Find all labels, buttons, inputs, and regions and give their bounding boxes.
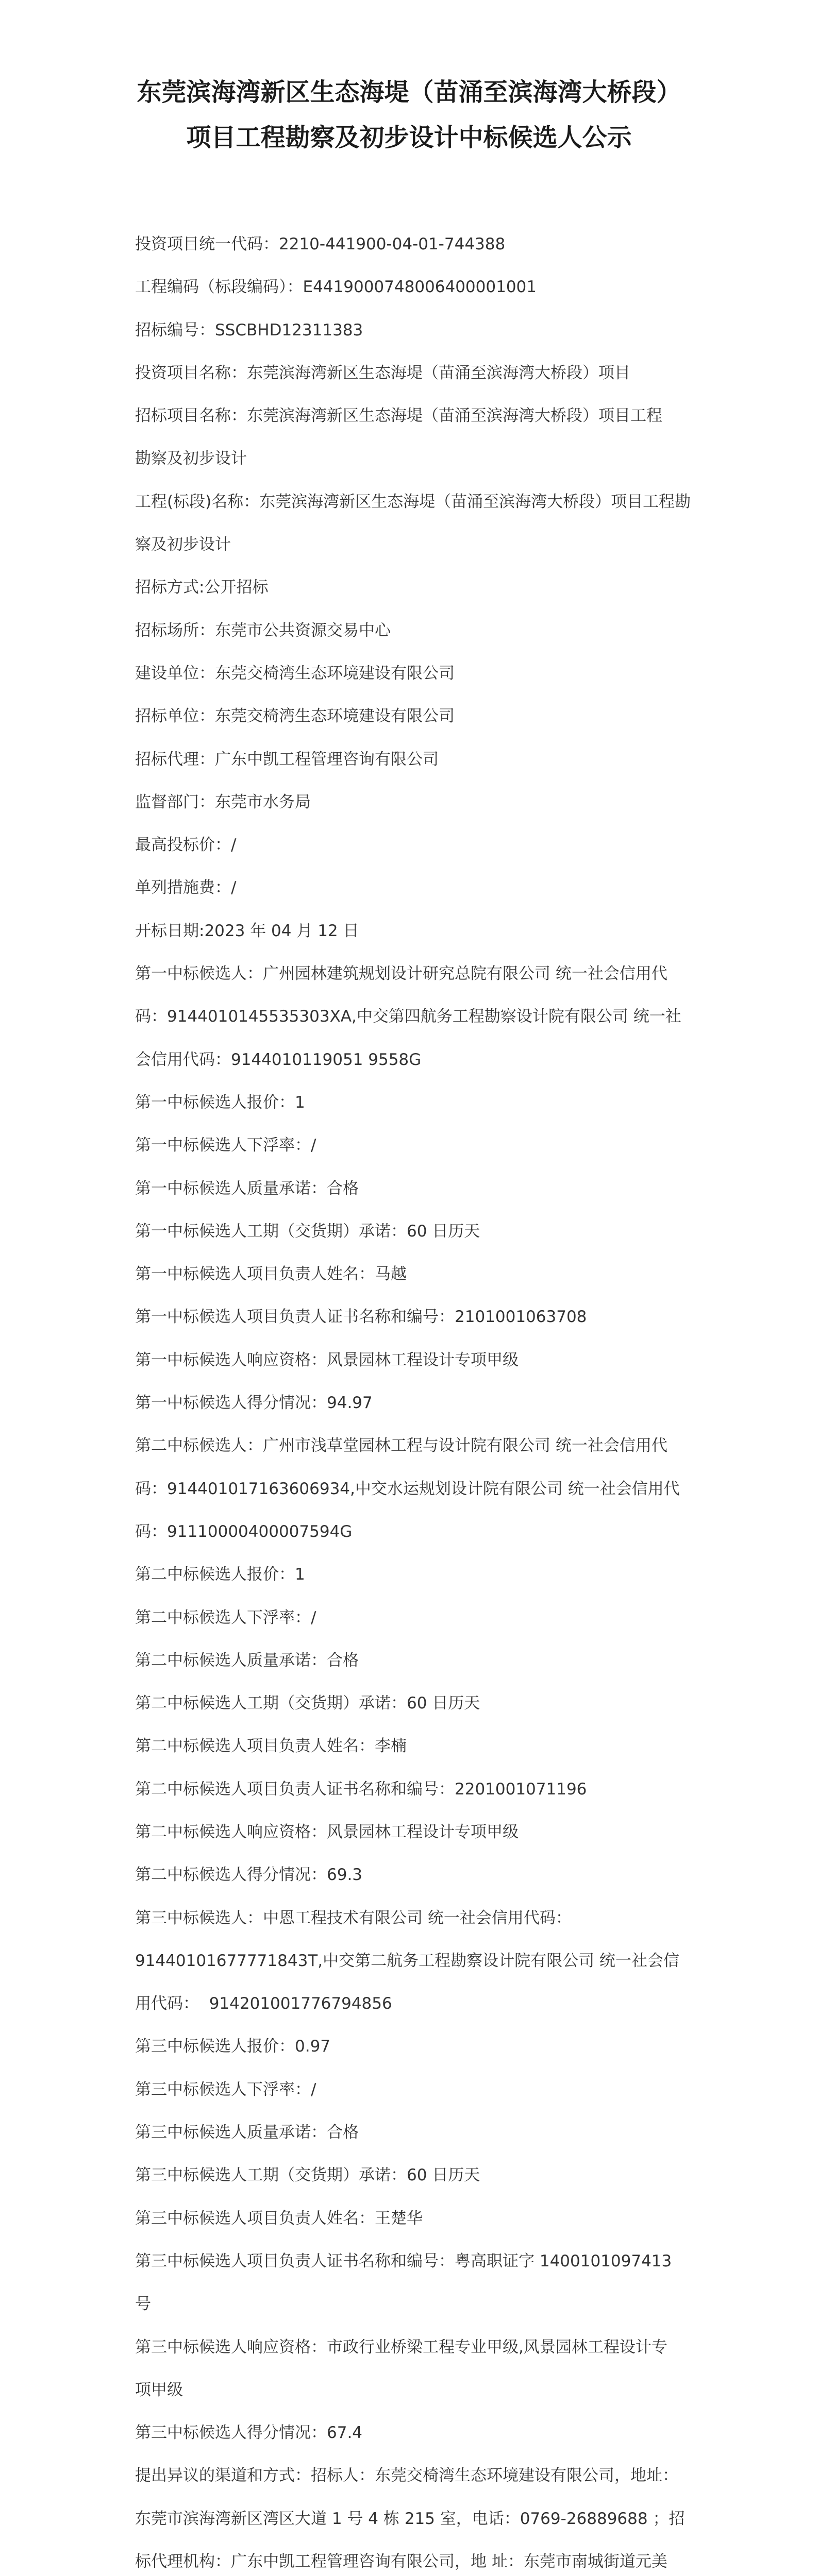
- text-line: 投资项目统一代码：2210-441900-04-01-744388: [135, 235, 506, 253]
- text-line: 第三中标候选人质量承诺：合格: [135, 2123, 359, 2142]
- text-line: 工程(标段)名称：东莞滨海湾新区生态海堤（苗涌至滨海湾大桥段）项目工程勘: [135, 492, 691, 511]
- text-line: 号: [135, 2295, 151, 2314]
- text-line: 勘察及初步设计: [135, 449, 247, 468]
- text-line: 第二中标候选人报价：1: [135, 1565, 305, 1584]
- text-line: 第三中标候选人：中恩工程技术有限公司 统一社会信用代码：: [135, 1908, 572, 1927]
- text-line: 第三中标候选人响应资格：市政行业桥梁工程专业甲级,风景园林工程设计专: [135, 2337, 667, 2357]
- text-line: 第一中标候选人项目负责人姓名：马越: [135, 1265, 407, 1284]
- text-line: 第三中标候选人项目负责人证书名称和编号：粤高职证字 1400101097413: [135, 2251, 672, 2270]
- text-line: 第三中标候选人得分情况：67.4: [135, 2424, 363, 2443]
- text-line: 91440101677771843T,中交第二航务工程勘察设计院有限公司 统一社会信: [135, 1951, 679, 1970]
- text-line: 标代理机构：广东中凯工程管理咨询有限公司，地 址：东莞市南城街道元美: [135, 2552, 667, 2571]
- text-line: 监督部门：东莞市水务局: [135, 792, 311, 811]
- text-line: 第二中标候选人项目负责人证书名称和编号：2201001071196: [135, 1780, 587, 1799]
- text-line: 开标日期:2023 年 04 月 12 日: [135, 921, 359, 940]
- text-line: 第一中标候选人响应资格：风景园林工程设计专项甲级: [135, 1350, 519, 1369]
- text-line: 提出异议的渠道和方式：招标人：东莞交椅湾生态环境建设有限公司，地址：: [135, 2466, 678, 2485]
- text-line: 东莞市滨海湾新区湾区大道 1 号 4 栋 215 室，电话：0769-26889688 ；招: [135, 2509, 685, 2528]
- text-line: 招标方式:公开招标: [135, 578, 269, 597]
- text-line: 工程编码（标段编码）：E4419000748006400001001: [135, 278, 537, 297]
- text-line: 最高投标价：/: [135, 836, 237, 855]
- text-line: 招标单位：东莞交椅湾生态环境建设有限公司: [135, 707, 455, 726]
- text-line: 第一中标候选人得分情况：94.97: [135, 1394, 373, 1413]
- text-line: 码：914401017163606934,中交水运规划设计院有限公司 统一社会信用代: [135, 1479, 680, 1498]
- text-line: 第二中标候选人工期（交货期）承诺：60 日历天: [135, 1694, 480, 1713]
- text-line: 察及初步设计: [135, 535, 231, 554]
- text-line: 第二中标候选人得分情况：69.3: [135, 1866, 363, 1885]
- text-line: 第三中标候选人工期（交货期）承诺：60 日历天: [135, 2166, 480, 2185]
- text-line: 第一中标候选人工期（交货期）承诺：60 日历天: [135, 1222, 480, 1241]
- text-line: 第二中标候选人：广州市浅草堂园林工程与设计院有限公司 统一社会信用代: [135, 1436, 667, 1455]
- text-line: 招标编号：SSCBHD12311383: [135, 320, 363, 340]
- text-line: 单列措施费：/: [135, 878, 237, 897]
- text-line: 第一中标候选人下浮率：/: [135, 1136, 316, 1155]
- text-line: 第二中标候选人质量承诺：合格: [135, 1651, 359, 1670]
- text-line: 第三中标候选人报价：0.97: [135, 2037, 331, 2056]
- text-line: 第二中标候选人项目负责人姓名：李楠: [135, 1737, 407, 1756]
- text-line: 项甲级: [135, 2380, 183, 2399]
- text-line: 码：91110000400007594G: [135, 1522, 353, 1541]
- text-line: 第一中标候选人项目负责人证书名称和编号：2101001063708: [135, 1308, 587, 1327]
- text-line: 招标项目名称：东莞滨海湾新区生态海堤（苗涌至滨海湾大桥段）项目工程: [135, 406, 662, 426]
- text-line: 第三中标候选人项目负责人姓名：王楚华: [135, 2209, 423, 2228]
- text-line: 第二中标候选人下浮率：/: [135, 1608, 316, 1627]
- text-line: 第一中标候选人：广州园林建筑规划设计研究总院有限公司 统一社会信用代: [135, 964, 667, 984]
- text-line: 投资项目名称：东莞滨海湾新区生态海堤（苗涌至滨海湾大桥段）项目: [135, 363, 630, 382]
- text-line: 建设单位：东莞交椅湾生态环境建设有限公司: [135, 664, 455, 683]
- text-line: 第三中标候选人下浮率：/: [135, 2080, 316, 2099]
- text-line: 第二中标候选人响应资格：风景园林工程设计专项甲级: [135, 1822, 519, 1841]
- text-line: 第一中标候选人报价：1: [135, 1093, 305, 1112]
- text-line: 会信用代码：9144010119051 9558G: [135, 1050, 422, 1069]
- text-line: 招标代理：广东中凯工程管理咨询有限公司: [135, 750, 439, 769]
- text-line: 第一中标候选人质量承诺：合格: [135, 1179, 359, 1198]
- page-title-line-1: 东莞滨海湾新区生态海堤（苗涌至滨海湾大桥段）: [137, 78, 681, 107]
- page-title: [124, 70, 694, 160]
- text-line: 码：9144010145535303XA,中交第四航务工程勘察设计院有限公司 统一社: [135, 1007, 681, 1026]
- text-line: 用代码： 914201001776794856: [135, 1994, 392, 2013]
- text-line: 招标场所：东莞市公共资源交易中心: [135, 621, 391, 640]
- announcement-body: [135, 223, 694, 2576]
- page-title-line-2: 项目工程勘察及初步设计中标候选人公示: [186, 123, 632, 152]
